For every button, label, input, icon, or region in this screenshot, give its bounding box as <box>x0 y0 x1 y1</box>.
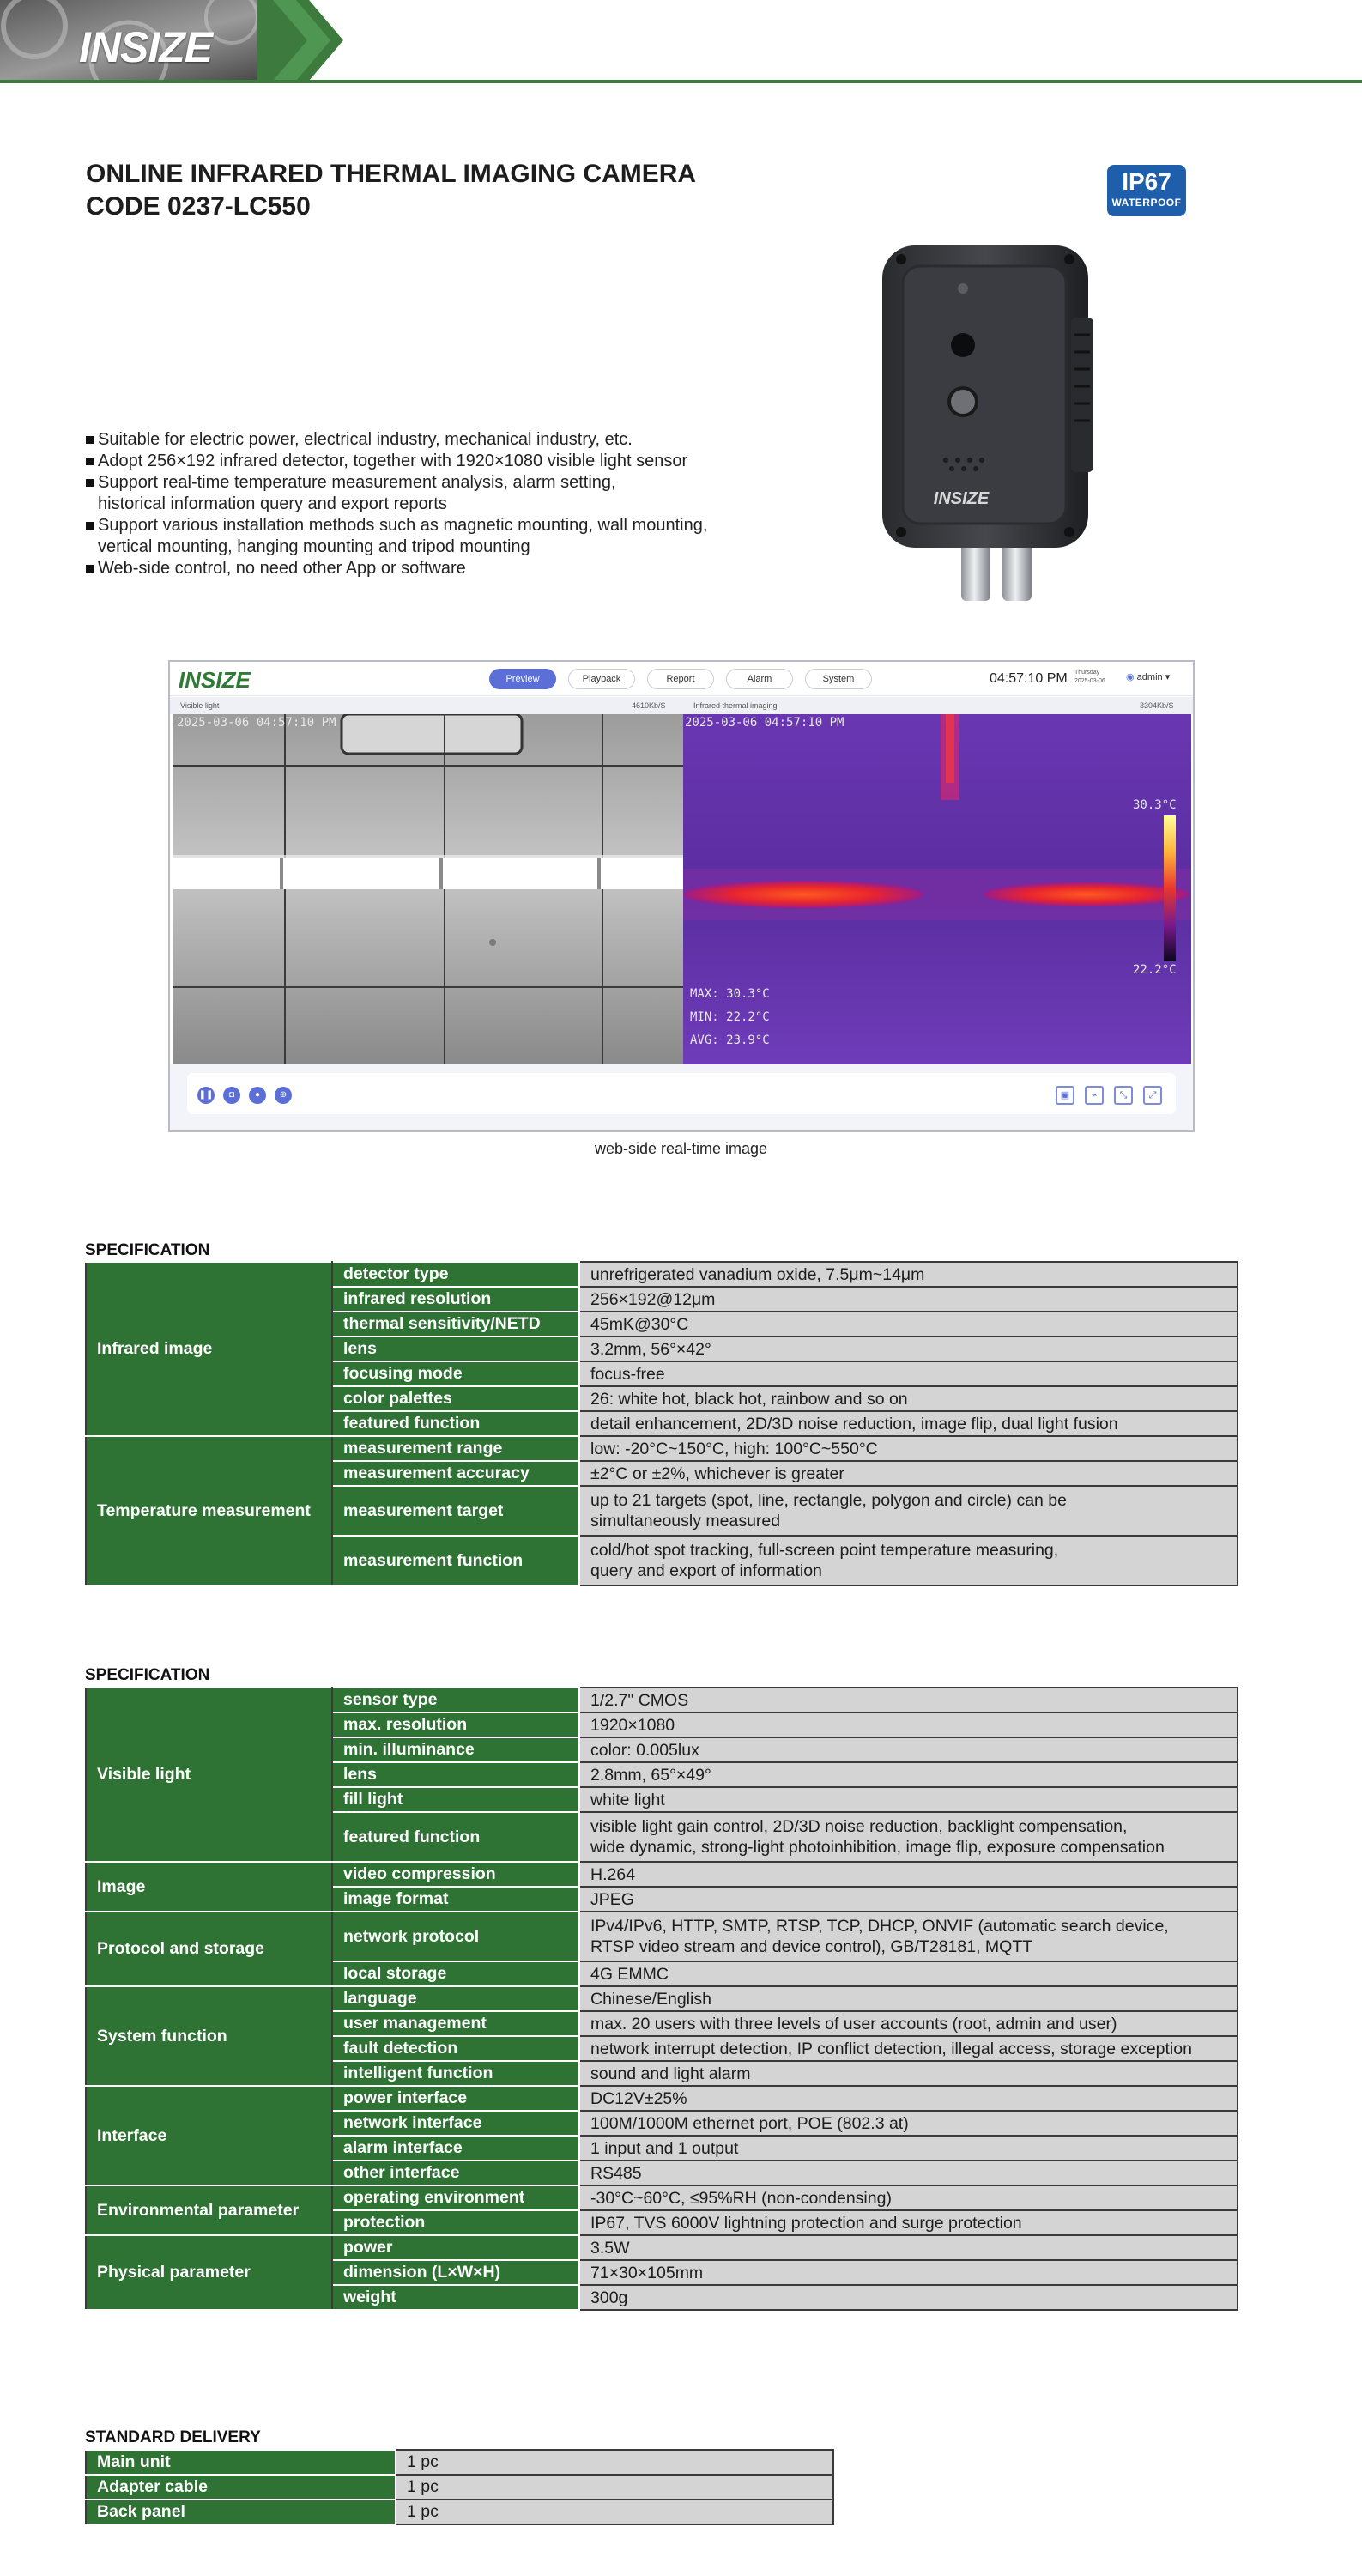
spec-value: ±2°C or ±2%, whichever is greater <box>579 1461 1238 1486</box>
spec-key: measurement function <box>332 1536 579 1585</box>
spec-key: max. resolution <box>332 1712 579 1737</box>
spec-key: dimension (L×W×H) <box>332 2260 579 2285</box>
visible-stream-label: Visible light <box>180 701 220 710</box>
spec-value-line: query and export of information <box>590 1561 822 1580</box>
fullscreen-icon[interactable]: ⤢ <box>1143 1086 1162 1105</box>
spec-value: low: -20°C~150°C, high: 100°C~550°C <box>579 1436 1238 1461</box>
tab-system[interactable]: System <box>805 669 872 689</box>
delivery-item: Adapter cable <box>86 2475 396 2500</box>
spec-value: 26: white hot, black hot, rainbow and so on <box>579 1386 1238 1411</box>
visible-timestamp: 2025-03-06 04:57:10 PM <box>177 716 336 730</box>
visible-stream-rate: 4610Kb/S <box>632 701 666 710</box>
camera-icon[interactable]: ◘ <box>223 1087 240 1104</box>
page-header <box>0 0 1362 86</box>
scale-max-label: 30.3°C <box>1133 798 1177 812</box>
stream-info-bar <box>170 697 1193 714</box>
spec-key: operating environment <box>332 2185 579 2210</box>
spec-key: detector type <box>332 1262 579 1287</box>
spec-value <box>579 1812 1238 1862</box>
ir-stream-rate: 3304Kb/S <box>1140 701 1174 710</box>
spec-key: sensor type <box>332 1688 579 1712</box>
spec-key: language <box>332 1986 579 2011</box>
tab-alarm[interactable]: Alarm <box>726 669 793 689</box>
web-ui-logo: INSIZE <box>179 667 251 693</box>
spec-key: power <box>332 2235 579 2260</box>
spec-key: featured function <box>332 1411 579 1436</box>
stat-avg: AVG: 23.9°C <box>690 1033 770 1047</box>
spec-value: white light <box>579 1787 1238 1812</box>
feature-item: Suitable for electric power, electrical industry, mechanical industry, etc. <box>86 429 772 451</box>
product-code: CODE 0237-LC550 <box>86 192 311 221</box>
spec-value: focus-free <box>579 1361 1238 1386</box>
web-ui-date-value: 2025-03-06 <box>1074 678 1105 684</box>
spec-key: lens <box>332 1762 579 1787</box>
spec1-table <box>85 1261 1238 1586</box>
spec-key: featured function <box>332 1812 579 1862</box>
spec-value: H.264 <box>579 1862 1238 1887</box>
tab-preview[interactable]: Preview <box>489 669 556 689</box>
zoom-icon[interactable]: ⊕ <box>275 1087 292 1104</box>
spec-key: measurement accuracy <box>332 1461 579 1486</box>
spec-key: other interface <box>332 2161 579 2185</box>
spec-key: image format <box>332 1887 579 1912</box>
chevron-down-icon: ▾ <box>1165 672 1171 682</box>
web-ui-day: Thursday <box>1074 670 1100 676</box>
infrared-view[interactable] <box>683 714 1191 1064</box>
spec-category: Protocol and storage <box>86 1912 332 1986</box>
product-photo <box>875 240 1107 618</box>
spec-value-line: RTSP video stream and device control), GB/T28181, MQTT <box>590 1937 1033 1956</box>
spec-value: 1/2.7" CMOS <box>579 1688 1238 1712</box>
web-ui-clock: 04:57:10 PM <box>990 671 1068 686</box>
delivery-table <box>85 2449 834 2525</box>
pause-icon[interactable]: ❚❚ <box>197 1087 215 1104</box>
scale-min-label: 22.2°C <box>1133 963 1177 977</box>
ip-badge-sub: WATERPOOF <box>1111 197 1182 209</box>
snapshot-icon[interactable]: ▣ <box>1056 1086 1074 1105</box>
spec-key: video compression <box>332 1862 579 1887</box>
player-controls <box>187 1073 1176 1114</box>
spec-key: weight <box>332 2285 579 2310</box>
spec-key: protection <box>332 2210 579 2235</box>
shrink-icon[interactable]: ⤡ <box>1114 1086 1133 1105</box>
spec-value: color: 0.005lux <box>579 1737 1238 1762</box>
web-ui-screenshot <box>168 660 1195 1132</box>
spec-value-line: visible light gain control, 2D/3D noise reduction, backlight compensation, <box>590 1817 1128 1836</box>
spec-value-line: up to 21 targets (spot, line, rectangle, polygon and circle) can be <box>590 1491 1067 1510</box>
spec-category: Interface <box>86 2086 332 2185</box>
tab-report[interactable]: Report <box>647 669 714 689</box>
spec-value: 256×192@12μm <box>579 1287 1238 1312</box>
spec-value: 2.8mm, 65°×49° <box>579 1762 1238 1787</box>
spec-key: local storage <box>332 1961 579 1986</box>
delivery-qty: 1 pc <box>396 2475 833 2500</box>
feature-list <box>86 429 772 579</box>
spec-value-line: wide dynamic, strong-light photoinhibition, image flip, exposure compensation <box>590 1838 1165 1857</box>
temperature-scale-bar <box>1164 815 1176 961</box>
brand-logo-text: INSIZE <box>79 23 213 71</box>
ip67-badge <box>1107 165 1186 216</box>
spec-value: IP67, TVS 6000V lightning protection and surge protection <box>579 2210 1238 2235</box>
spec-key: network protocol <box>332 1912 579 1961</box>
spec2-table <box>85 1687 1238 2311</box>
spec-value: 3.5W <box>579 2235 1238 2260</box>
user-menu[interactable] <box>1126 671 1170 682</box>
spec-value: JPEG <box>579 1887 1238 1912</box>
spec-value: 1920×1080 <box>579 1712 1238 1737</box>
spec-key: infrared resolution <box>332 1287 579 1312</box>
feature-item: Web-side control, no need other App or software <box>86 558 772 579</box>
spec-category: Environmental parameter <box>86 2185 332 2235</box>
spec-category: Visible light <box>86 1688 332 1862</box>
spec-value: detail enhancement, 2D/3D noise reduction, image flip, dual light fusion <box>579 1411 1238 1436</box>
spec-key: power interface <box>332 2086 579 2111</box>
trend-icon[interactable]: ⌁ <box>1085 1086 1104 1105</box>
product-title-line1: ONLINE INFRARED THERMAL IMAGING CAMERA <box>86 160 697 188</box>
spec-key: intelligent function <box>332 2061 579 2086</box>
spec-key: fill light <box>332 1787 579 1812</box>
spec-category: Physical parameter <box>86 2235 332 2310</box>
spec-key: network interface <box>332 2111 579 2136</box>
spec-value: Chinese/English <box>579 1986 1238 2011</box>
delivery-item: Main unit <box>86 2450 396 2475</box>
camera-brand-label: INSIZE <box>933 489 990 508</box>
record-icon[interactable]: ● <box>249 1087 266 1104</box>
feature-item: Adopt 256×192 infrared detector, together with 1920×1080 visible light sensor <box>86 451 772 472</box>
web-ui-topbar <box>170 662 1193 696</box>
user-name: admin <box>1136 672 1163 682</box>
delivery-title: STANDARD DELIVERY <box>85 2428 261 2446</box>
spec-value: 45mK@30°C <box>579 1312 1238 1336</box>
spec-key: focusing mode <box>332 1361 579 1386</box>
spec-value <box>579 1536 1238 1585</box>
spec-value: unrefrigerated vanadium oxide, 7.5μm~14μm <box>579 1262 1238 1287</box>
spec-key: color palettes <box>332 1386 579 1411</box>
spec-value-line: cold/hot spot tracking, full-screen point temperature measuring, <box>590 1541 1059 1560</box>
visible-light-image <box>173 714 683 1064</box>
delivery-item: Back panel <box>86 2500 396 2524</box>
spec-value: 71×30×105mm <box>579 2260 1238 2285</box>
spec-category: System function <box>86 1986 332 2086</box>
spec-value <box>579 1486 1238 1536</box>
spec-category: Temperature measurement <box>86 1436 332 1585</box>
spec-value: 100M/1000M ethernet port, POE (802.3 at) <box>579 2111 1238 2136</box>
spec-value-line: simultaneously measured <box>590 1512 781 1530</box>
spec1-title: SPECIFICATION <box>85 1241 210 1259</box>
spec-value-line: IPv4/IPv6, HTTP, SMTP, RTSP, TCP, DHCP, ONVIF (automatic search device, <box>590 1917 1169 1936</box>
stat-max: MAX: 30.3°C <box>690 987 770 1001</box>
ip-badge-main: IP67 <box>1122 168 1171 195</box>
insize-logo <box>79 22 212 72</box>
spec-key: min. illuminance <box>332 1737 579 1762</box>
header-divider <box>0 80 1362 83</box>
user-icon: ◉ <box>1126 672 1135 682</box>
screenshot-caption: web-side real-time image <box>594 1140 768 1157</box>
tab-playback[interactable]: Playback <box>568 669 635 689</box>
spec-value: DC12V±25% <box>579 2086 1238 2111</box>
feature-item: Support various installation methods such as magnetic mounting, wall mounting, vertical mounting, hanging mounting and tripod mounting <box>86 515 738 558</box>
spec-key: user management <box>332 2011 579 2036</box>
spec-key: alarm interface <box>332 2136 579 2161</box>
spec-value: 1 input and 1 output <box>579 2136 1238 2161</box>
spec-value: max. 20 users with three levels of user accounts (root, admin and user) <box>579 2011 1238 2036</box>
spec-value: 4G EMMC <box>579 1961 1238 1986</box>
spec-value: 3.2mm, 56°×42° <box>579 1336 1238 1361</box>
web-ui-tabs <box>489 669 872 689</box>
spec-key: lens <box>332 1336 579 1361</box>
spec-value: network interrupt detection, IP conflict detection, illegal access, storage exception <box>579 2036 1238 2061</box>
spec-value: 300g <box>579 2285 1238 2310</box>
ir-timestamp: 2025-03-06 04:57:10 PM <box>685 716 844 730</box>
stat-min: MIN: 22.2°C <box>690 1010 770 1024</box>
player-controls-area <box>170 1064 1193 1130</box>
spec-key: measurement target <box>332 1486 579 1536</box>
delivery-qty: 1 pc <box>396 2450 833 2475</box>
spec-key: measurement range <box>332 1436 579 1461</box>
spec2-title: SPECIFICATION <box>85 1666 210 1684</box>
spec-key: thermal sensitivity/NETD <box>332 1312 579 1336</box>
product-title <box>86 158 696 223</box>
spec-value: RS485 <box>579 2161 1238 2185</box>
spec-value <box>579 1912 1238 1961</box>
web-ui-date <box>1074 669 1105 686</box>
ir-stream-label: Infrared thermal imaging <box>693 701 778 710</box>
spec-value: sound and light alarm <box>579 2061 1238 2086</box>
visible-light-view[interactable] <box>173 714 683 1064</box>
spec-key: fault detection <box>332 2036 579 2061</box>
spec-value: -30°C~60°C, ≤95%RH (non-condensing) <box>579 2185 1238 2210</box>
delivery-qty: 1 pc <box>396 2500 833 2524</box>
feature-item: Support real-time temperature measurement analysis, alarm setting, historical information query and export reports <box>86 472 635 515</box>
spec-category: Image <box>86 1862 332 1912</box>
spec-category: Infrared image <box>86 1262 332 1436</box>
